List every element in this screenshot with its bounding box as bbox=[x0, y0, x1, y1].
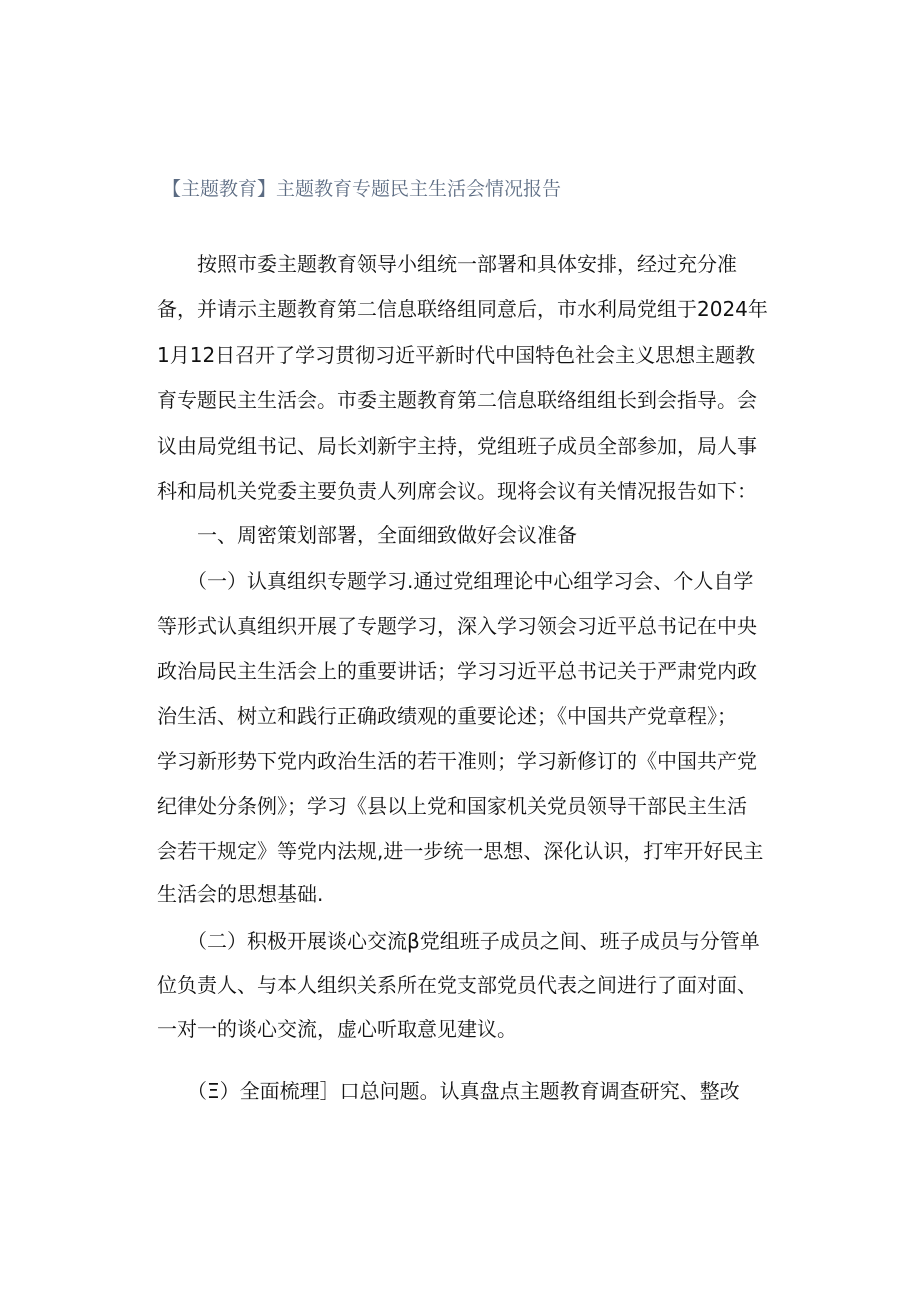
paragraph-line: （二）积极开展谈心交流β党组班子成员之间、班子成员与分管单 bbox=[157, 929, 760, 953]
paragraph-line: 议由局党组书记、局长刘新宇主持，党组班子成员全部参加，局人事 bbox=[157, 434, 757, 458]
paragraph-line: 位负责人、与本人组织关系所在党支部党员代表之间进行了面对面、 bbox=[157, 973, 757, 997]
paragraph-line: 1月12日召开了学习贯彻习近平新时代中国特色社会主义思想主题教 bbox=[157, 343, 756, 367]
paragraph-line: 纪律处分条例》；学习《县以上党和国家机关党员领导干部民主生活 bbox=[157, 794, 747, 818]
paragraph-line: 政治局民主生活会上的重要讲话；学习习近平总书记关于严肃党内政 bbox=[157, 659, 757, 683]
paragraph-line: 等形式认真组织开展了专题学习，深入学习领会习近平总书记在中央 bbox=[157, 614, 757, 638]
paragraph-line: 育专题民主生活会。市委主题教育第二信息联络组组长到会指导。会 bbox=[157, 388, 757, 412]
paragraph-line: 生活会的思想基础. bbox=[157, 882, 324, 906]
paragraph-line: 科和局机关党委主要负责人列席会议。现将会议有关情况报告如下： bbox=[157, 479, 757, 503]
section-heading: 一、周密策划部署，全面细致做好会议准备 bbox=[157, 523, 577, 547]
paragraph-line: 备，并请示主题教育第二信息联络组同意后，市水利局党组于2024年 bbox=[157, 297, 768, 321]
paragraph-line: 按照市委主题教育领导小组统一部署和具体安排，经过充分准 bbox=[157, 252, 737, 276]
paragraph-line: 学习新形势下党内政治生活的若干准则；学习新修订的《中国共产党 bbox=[157, 749, 757, 773]
paragraph-line: 一对一的谈心交流，虚心听取意见建议。 bbox=[157, 1017, 517, 1041]
document-title: 【主题教育】主题教育专题民主生活会情况报告 bbox=[162, 178, 562, 200]
paragraph-line: 治生活、树立和践行正确政绩观的重要论述；《中国共产党章程》； bbox=[157, 704, 737, 728]
paragraph-line: （Ξ）全面梳理］口总问题。认真盘点主题教育调查研究、整改 bbox=[157, 1079, 740, 1103]
paragraph-line: （一）认真组织专题学习.通过党组理论中心组学习会、个人自学 bbox=[157, 569, 754, 593]
paragraph-line: 会若干规定》等党内法规,进一步统一思想、深化认识，打牢开好民主 bbox=[157, 839, 764, 863]
